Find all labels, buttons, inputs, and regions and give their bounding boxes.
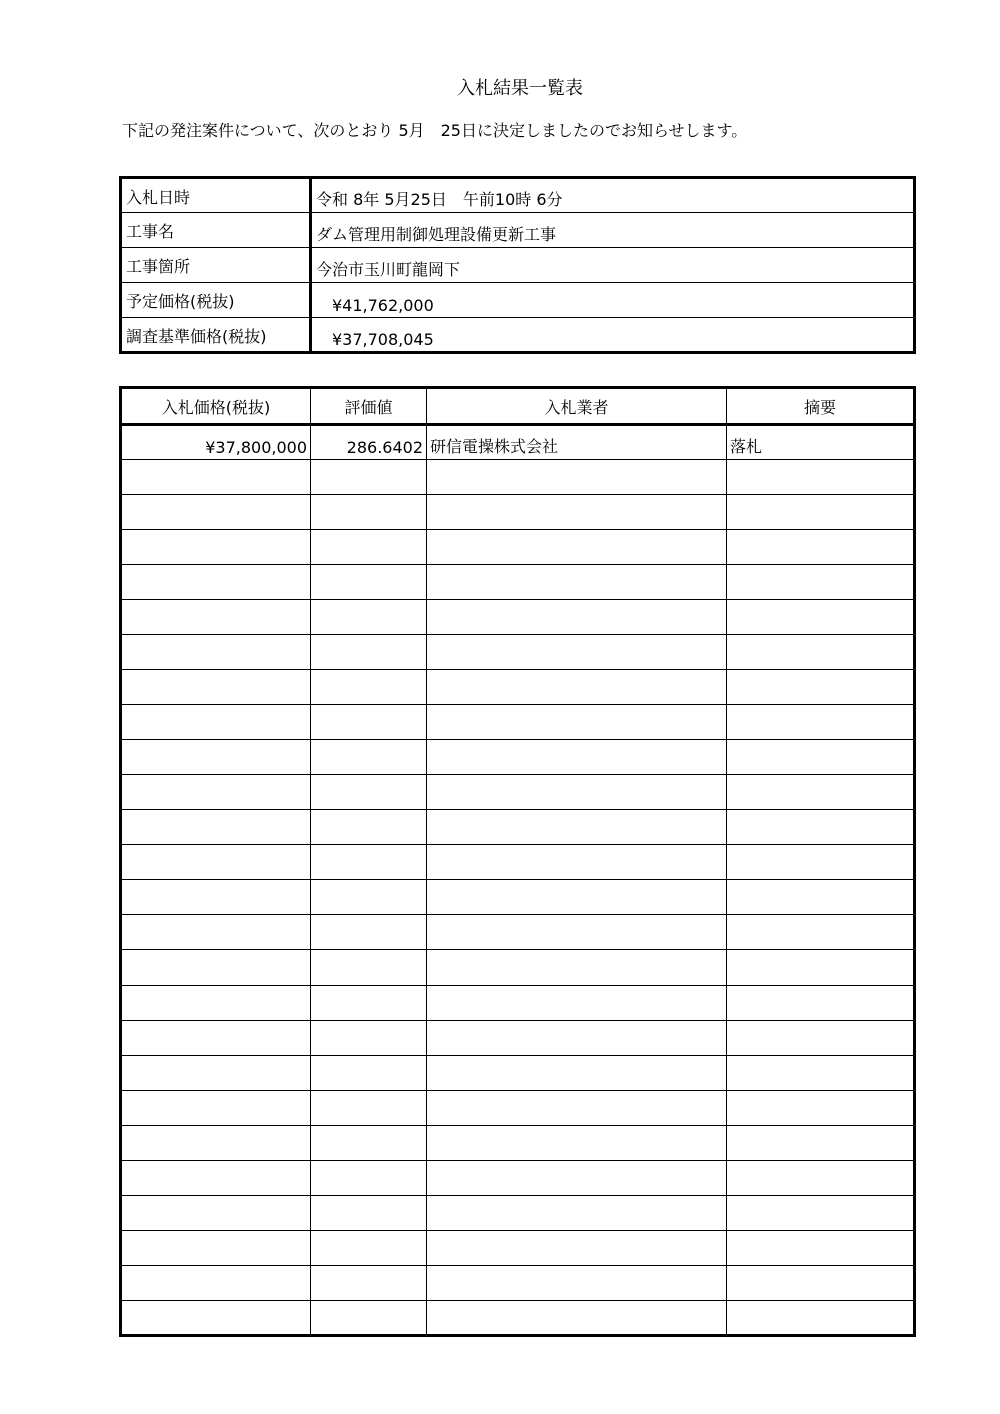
- cell-bidder: [427, 1020, 727, 1055]
- info-row-location: [121, 248, 915, 283]
- cell-bidder: [427, 1230, 727, 1265]
- cell-note: [727, 565, 915, 600]
- cell-note: [727, 670, 915, 705]
- table-row-empty: [121, 1160, 915, 1195]
- cell-evaluation: [311, 565, 427, 600]
- cell-bidder: [427, 845, 727, 880]
- header-bid-price: 入札価格(税抜): [121, 388, 311, 425]
- table-row-empty: [121, 460, 915, 495]
- table-row-empty: [121, 530, 915, 565]
- info-row-planned-price: [121, 283, 915, 318]
- table-row-empty: [121, 845, 915, 880]
- info-label: 調査基準価格(税抜): [121, 318, 311, 353]
- cell-note: [727, 495, 915, 530]
- cell-evaluation: [311, 1055, 427, 1090]
- cell-bidder: [427, 950, 727, 985]
- header-note: 摘要: [727, 388, 915, 425]
- cell-bid-price: [121, 810, 311, 845]
- table-row-empty: [121, 985, 915, 1020]
- cell-note: [727, 705, 915, 740]
- cell-bidder: [427, 915, 727, 950]
- cell-note: [727, 985, 915, 1020]
- cell-evaluation: [311, 670, 427, 705]
- cell-bid-price: [121, 1160, 311, 1195]
- cell-evaluation: [311, 950, 427, 985]
- bid-results-table: [119, 386, 916, 1337]
- cell-evaluation: [311, 810, 427, 845]
- cell-bidder: [427, 670, 727, 705]
- table-row-empty: [121, 670, 915, 705]
- cell-evaluation: [311, 1265, 427, 1300]
- table-row-empty: [121, 1265, 915, 1300]
- info-value: 今治市玉川町龍岡下: [311, 248, 915, 283]
- table-row-empty: [121, 495, 915, 530]
- info-row-project: [121, 213, 915, 248]
- cell-note: [727, 740, 915, 775]
- table-row-empty: [121, 1300, 915, 1335]
- cell-note: [727, 530, 915, 565]
- info-value: ダム管理用制御処理設備更新工事: [311, 213, 915, 248]
- cell-note: [727, 775, 915, 810]
- header-evaluation: 評価値: [311, 388, 427, 425]
- cell-bidder: [427, 1300, 727, 1335]
- cell-evaluation: [311, 635, 427, 670]
- table-row-empty: [121, 740, 915, 775]
- cell-bidder: [427, 775, 727, 810]
- cell-evaluation: [311, 915, 427, 950]
- cell-bidder: [427, 880, 727, 915]
- info-value: 令和 8年 5月25日 午前10時 6分: [311, 178, 915, 213]
- cell-bid-price: [121, 600, 311, 635]
- cell-bidder: [427, 635, 727, 670]
- cell-evaluation: [311, 1300, 427, 1335]
- cell-note: [727, 1230, 915, 1265]
- bid-table-body: [121, 425, 915, 1336]
- cell-bid-price: [121, 495, 311, 530]
- table-row-empty: [121, 950, 915, 985]
- cell-note: [727, 1090, 915, 1125]
- table-row-empty: [121, 635, 915, 670]
- cell-bid-price: [121, 775, 311, 810]
- table-row-empty: [121, 880, 915, 915]
- cell-evaluation: 286.6402: [311, 425, 427, 460]
- cell-bid-price: [121, 950, 311, 985]
- cell-bidder: [427, 1265, 727, 1300]
- cell-bidder: [427, 600, 727, 635]
- table-row-empty: [121, 810, 915, 845]
- cell-note: [727, 460, 915, 495]
- cell-note: [727, 1055, 915, 1090]
- cell-bid-price: [121, 530, 311, 565]
- cell-bidder: [427, 740, 727, 775]
- table-row-empty: [121, 705, 915, 740]
- info-label: 工事名: [121, 213, 311, 248]
- table-row-empty: [121, 1195, 915, 1230]
- cell-bid-price: [121, 915, 311, 950]
- cell-evaluation: [311, 740, 427, 775]
- cell-bid-price: [121, 1230, 311, 1265]
- cell-bid-price: [121, 565, 311, 600]
- table-row: [121, 425, 915, 460]
- intro-text: 下記の発注案件について、次のとおり 5月 25日に決定しましたのでお知らせします。: [122, 121, 748, 140]
- cell-note: [727, 1020, 915, 1055]
- cell-evaluation: [311, 530, 427, 565]
- cell-note: [727, 1195, 915, 1230]
- cell-bidder: [427, 985, 727, 1020]
- cell-evaluation: [311, 460, 427, 495]
- cell-bid-price: [121, 1300, 311, 1335]
- cell-bidder: [427, 530, 727, 565]
- cell-evaluation: [311, 600, 427, 635]
- cell-evaluation: [311, 1230, 427, 1265]
- cell-note: [727, 1300, 915, 1335]
- cell-bid-price: [121, 1055, 311, 1090]
- cell-evaluation: [311, 1195, 427, 1230]
- cell-bidder: [427, 565, 727, 600]
- cell-bid-price: [121, 740, 311, 775]
- cell-bidder: [427, 1055, 727, 1090]
- info-label: 予定価格(税抜): [121, 283, 311, 318]
- info-row-date: [121, 178, 915, 213]
- cell-bid-price: [121, 880, 311, 915]
- table-row-empty: [121, 600, 915, 635]
- cell-note: [727, 810, 915, 845]
- cell-note: [727, 915, 915, 950]
- page-title: 入札結果一覧表: [457, 78, 583, 99]
- table-row-empty: [121, 1055, 915, 1090]
- table-header-row: [121, 388, 915, 425]
- cell-evaluation: [311, 1125, 427, 1160]
- cell-note: [727, 1125, 915, 1160]
- cell-bid-price: [121, 1020, 311, 1055]
- cell-note: [727, 600, 915, 635]
- cell-note: [727, 1160, 915, 1195]
- cell-bid-price: [121, 705, 311, 740]
- table-row-empty: [121, 1090, 915, 1125]
- cell-evaluation: [311, 775, 427, 810]
- table-row-empty: [121, 915, 915, 950]
- cell-note: [727, 845, 915, 880]
- cell-bid-price: ¥37,800,000: [121, 425, 311, 460]
- cell-bid-price: [121, 845, 311, 880]
- cell-bid-price: [121, 670, 311, 705]
- cell-bid-price: [121, 1195, 311, 1230]
- cell-bidder: [427, 1090, 727, 1125]
- cell-bid-price: [121, 635, 311, 670]
- cell-note: [727, 950, 915, 985]
- cell-bidder: [427, 810, 727, 845]
- cell-evaluation: [311, 985, 427, 1020]
- cell-bid-price: [121, 1125, 311, 1160]
- cell-evaluation: [311, 1020, 427, 1055]
- table-row-empty: [121, 1020, 915, 1055]
- cell-bid-price: [121, 1090, 311, 1125]
- cell-bidder: [427, 460, 727, 495]
- cell-evaluation: [311, 1160, 427, 1195]
- cell-bidder: [427, 705, 727, 740]
- cell-bidder: [427, 495, 727, 530]
- cell-bid-price: [121, 1265, 311, 1300]
- info-value: ¥41,762,000: [311, 283, 915, 318]
- info-label: 入札日時: [121, 178, 311, 213]
- table-row-empty: [121, 1125, 915, 1160]
- cell-evaluation: [311, 880, 427, 915]
- cell-bidder: [427, 1160, 727, 1195]
- table-row-empty: [121, 1230, 915, 1265]
- cell-evaluation: [311, 495, 427, 530]
- cell-evaluation: [311, 845, 427, 880]
- cell-bid-price: [121, 985, 311, 1020]
- info-label: 工事箇所: [121, 248, 311, 283]
- cell-evaluation: [311, 1090, 427, 1125]
- info-row-base-price: [121, 318, 915, 353]
- table-row-empty: [121, 775, 915, 810]
- cell-note: 落札: [727, 425, 915, 460]
- cell-bidder: 研信電操株式会社: [427, 425, 727, 460]
- cell-bidder: [427, 1125, 727, 1160]
- info-value: ¥37,708,045: [311, 318, 915, 353]
- table-row-empty: [121, 565, 915, 600]
- cell-evaluation: [311, 705, 427, 740]
- cell-bidder: [427, 1195, 727, 1230]
- cell-note: [727, 1265, 915, 1300]
- cell-note: [727, 880, 915, 915]
- cell-note: [727, 635, 915, 670]
- cell-bid-price: [121, 460, 311, 495]
- header-bidder: 入札業者: [427, 388, 727, 425]
- info-table: [119, 176, 916, 354]
